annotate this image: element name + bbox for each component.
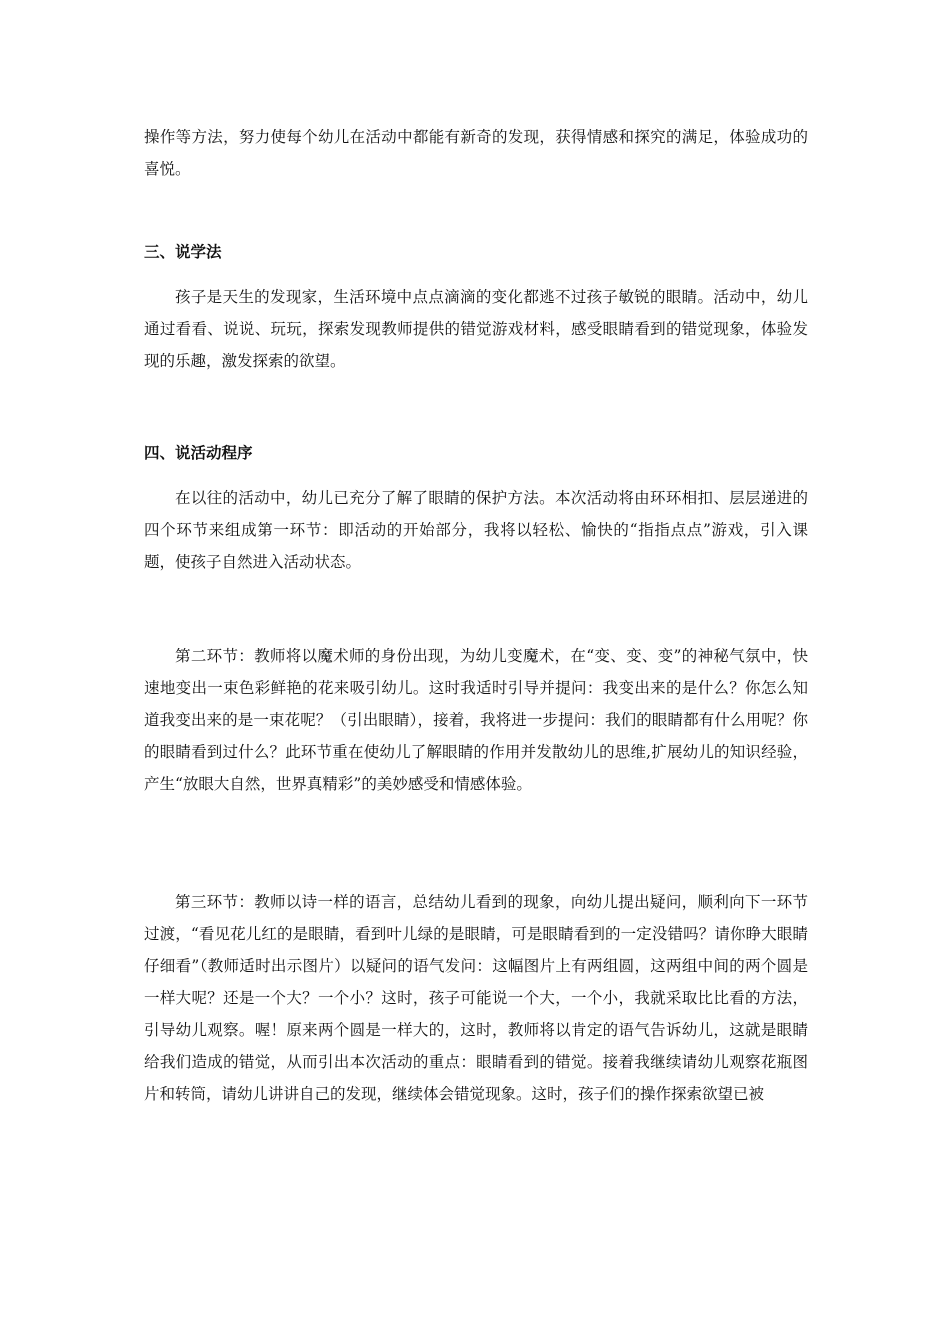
paragraph-learning-method: 孩子是天生的发现家，生活环境中点点滴滴的变化都逃不过孩子敏锐的眼睛。活动中，幼儿通过看看、说说、玩玩，探索发现教师提供的错觉游戏材料，感受眼睛看到的错觉现象，体验发现的乐趣，激发探索的欲望。 [144,288,808,370]
section-heading-learning-method: 三、说学法 [144,243,222,261]
section-heading-activity-procedure: 四、说活动程序 [144,444,253,462]
paragraph-second-stage: 第二环节：教师将以魔术师的身份出现，为幼儿变魔术，在“变、变、变”的神秘气氛中，快速地变出一束色彩鲜艳的花来吸引幼儿。这时我适时引导并提问：我变出来的是什么？你怎么知道我变出来的是一束花呢？（引出眼睛），接着，我将进一步提问：我们的眼睛都有什么用呢？你的眼睛看到过什么？此环节重在使幼儿了解眼睛的作用并发散幼儿的思维,扩展幼儿的知识经验，产生“放眼大自然，世界真精彩”的美妙感受和情感体验。 [144,647,808,793]
paragraph-first-stage: 在以往的活动中，幼儿已充分了解了眼睛的保护方法。本次活动将由环环相扣、层层递进的四个环节来组成第一环节：即活动的开始部分，我将以轻松、愉快的“指指点点”游戏，引入课题，使孩子自然进入活动状态。 [144,489,808,571]
paragraph-third-stage: 第三环节：教师以诗一样的语言，总结幼儿看到的现象，向幼儿提出疑问，顺利向下一环节过渡，“看见花儿红的是眼睛，看到叶儿绿的是眼睛，可是眼睛看到的一定没错吗？请你睁大眼睛仔细看”（教师适时出示图片）以疑问的语气发问：这幅图片上有两组圆，这两组中间的两个圆是一样大呢？还是一个大？一个小？这时，孩子可能说一个大，一个小，我就采取比比看的方法，引导幼儿观察。喔！原来两个圆是一样大的，这时，教师将以肯定的语气告诉幼儿，这就是眼睛给我们造成的错觉，从而引出本次活动的重点：眼睛看到的错觉。接着我继续请幼儿观察花瓶图片和转筒，请幼儿讲讲自己的发现，继续体会错觉现象。这时，孩子们的操作探索欲望已被 [144,893,808,1103]
paragraph-teaching-method-end: 操作等方法，努力使每个幼儿在活动中都能有新奇的发现，获得情感和探究的满足，体验成功的喜悦。 [144,128,808,178]
